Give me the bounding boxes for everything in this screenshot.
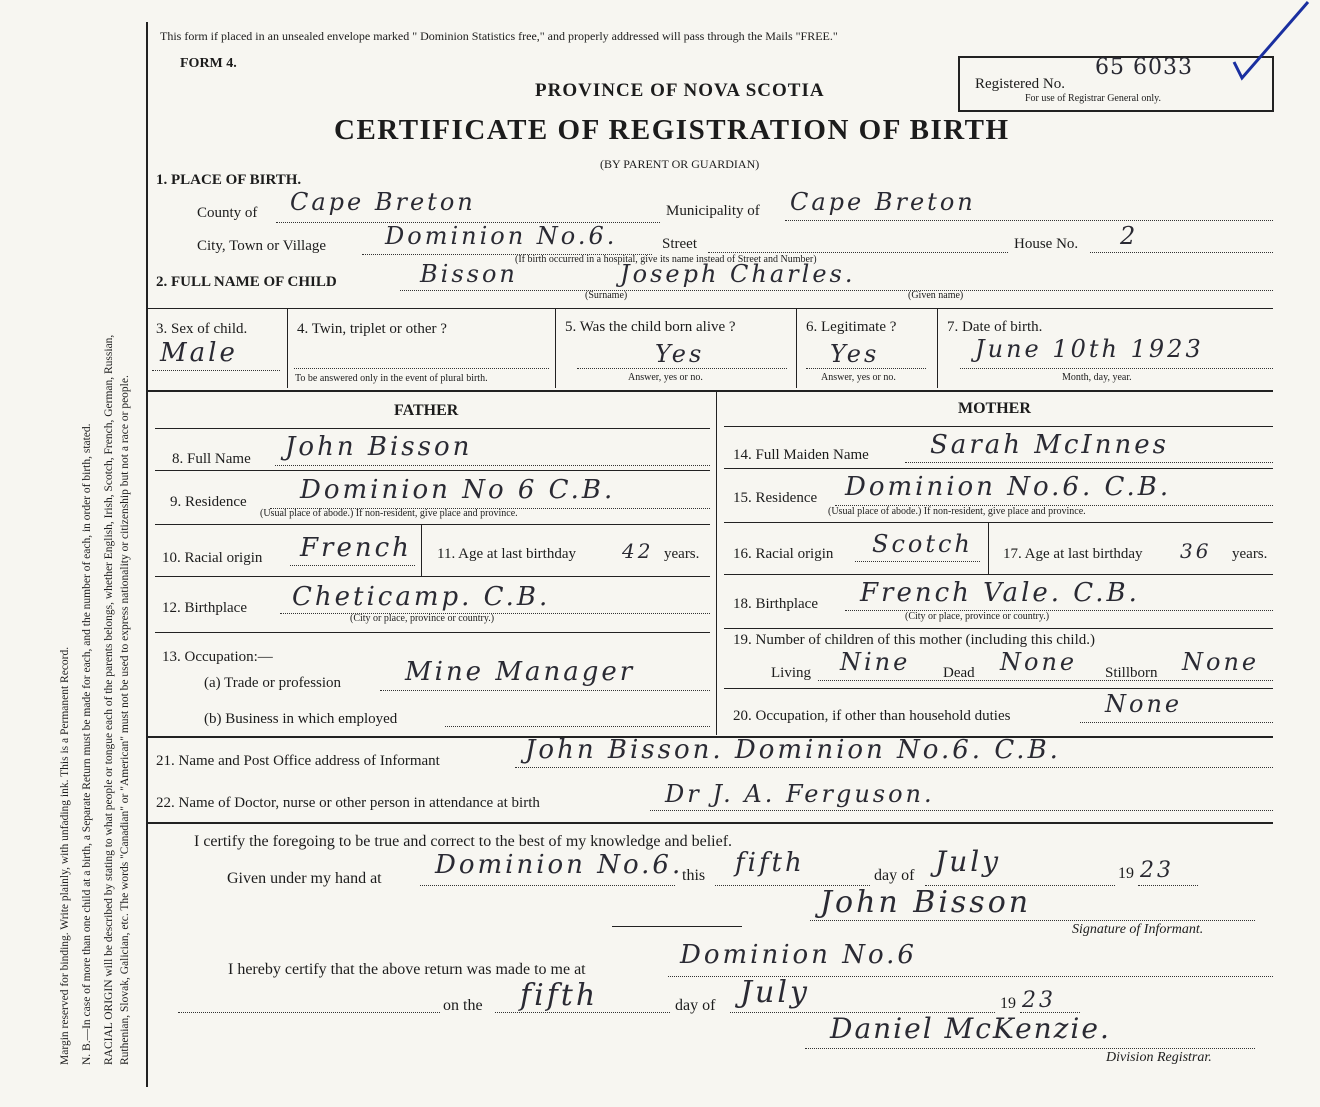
mother-race-label: 16. Racial origin — [733, 546, 834, 562]
mother-age-years: years. — [1232, 546, 1268, 562]
father-age-value[interactable]: 42 — [622, 539, 654, 563]
province-heading: PROVINCE OF NOVA SCOTIA — [535, 80, 825, 101]
father-birthplace-value[interactable]: Cheticamp. C.B. — [292, 582, 551, 612]
father-heading: FATHER — [394, 402, 459, 419]
legitimate-note: Answer, yes or no. — [821, 372, 896, 383]
father-name-value[interactable]: John Bisson — [285, 432, 473, 462]
division-registrar-label: Division Registrar. — [1106, 1050, 1212, 1065]
twin-note: To be answered only in the event of plural birth. — [295, 373, 488, 384]
place-of-birth-heading: 1. PLACE OF BIRTH. — [156, 172, 302, 188]
city-value[interactable]: Dominion No.6. — [385, 222, 618, 250]
house-label: House No. — [1014, 236, 1079, 252]
day-of-label: day of — [874, 867, 915, 884]
mother-birthplace-label: 18. Birthplace — [733, 596, 818, 612]
father-birthplace-note: (City or place, province or country.) — [350, 613, 495, 624]
mother-residence-label: 15. Residence — [733, 490, 818, 506]
registered-number: 65 6033 — [1095, 55, 1193, 80]
doctor-label: 22. Name of Doctor, nurse or other person in attendance at birth — [156, 795, 540, 811]
doctor-value[interactable]: Dr J. A. Ferguson. — [665, 780, 935, 808]
registrar-month-value[interactable]: July — [740, 975, 810, 1010]
mother-occupation-label: 20. Occupation, if other than household duties — [733, 708, 1011, 724]
mother-heading: MOTHER — [958, 400, 1031, 417]
house-value[interactable]: 2 — [1120, 222, 1139, 250]
county-value[interactable]: Cape Breton — [290, 188, 476, 216]
father-race-value[interactable]: French — [300, 533, 412, 563]
surname-note: (Surname) — [585, 290, 628, 301]
twin-label: 4. Twin, triplet or other ? — [297, 321, 447, 337]
mother-age-label: 17. Age at last birthday — [1003, 546, 1143, 562]
mail-notice: This form if placed in an unsealed envelope marked " Dominion Statistics free," and properly addressed will pass through the Mails "FREE." — [160, 29, 838, 43]
stillborn-value[interactable]: None — [1182, 648, 1260, 676]
city-label: City, Town or Village — [197, 238, 327, 254]
mother-race-value[interactable]: Scotch — [872, 530, 973, 558]
street-label: Street — [662, 236, 697, 252]
trade-label: (a) Trade or profession — [204, 675, 342, 691]
father-birthplace-label: 12. Birthplace — [162, 600, 247, 616]
informant-value[interactable]: John Bisson. Dominion No.6. C.B. — [525, 735, 1061, 765]
checkmark-icon — [1232, 0, 1312, 82]
registered-note: For use of Registrar General only. — [1025, 93, 1161, 104]
dob-note: Month, day, year. — [1062, 372, 1132, 383]
municipality-label: Municipality of — [666, 203, 760, 219]
child-given-name[interactable]: Joseph Charles. — [620, 260, 856, 288]
father-residence-value[interactable]: Dominion No 6 C.B. — [300, 475, 616, 505]
certify-statement: I certify the foregoing to be true and correct to the best of my knowledge and belief. — [194, 833, 733, 850]
mother-residence-note: (Usual place of abode.) If non-resident, give place and province. — [828, 506, 1086, 517]
given-day-value[interactable]: fifth — [735, 848, 805, 878]
margin-note-multiple-birth: N. B.—In case of more than one child at a birth, a Separate Return must be made for each, and the number of each, in order of birth, stated. — [81, 423, 93, 1065]
sex-label: 3. Sex of child. — [156, 321, 248, 337]
registrar-place-value[interactable]: Dominion No.6 — [680, 940, 917, 970]
father-residence-label: 9. Residence — [170, 494, 247, 510]
living-label: Living — [771, 665, 811, 681]
mother-occupation-value[interactable]: None — [1105, 690, 1183, 718]
certificate-title: CERTIFICATE OF REGISTRATION OF BIRTH — [334, 114, 1010, 146]
legitimate-label: 6. Legitimate ? — [806, 319, 897, 335]
children-count-label: 19. Number of children of this mother (including this child.) — [733, 632, 1096, 648]
child-surname[interactable]: Bisson — [420, 260, 518, 288]
father-residence-note: (Usual place of abode.) If non-resident, give place and province. — [260, 508, 518, 519]
child-name-label: 2. FULL NAME OF CHILD — [156, 274, 337, 290]
dob-value[interactable]: June 10th 1923 — [975, 335, 1204, 363]
registrar-day-value[interactable]: fifth — [520, 978, 599, 1013]
born-alive-value[interactable]: Yes — [655, 340, 705, 368]
father-name-label: 8. Full Name — [172, 451, 251, 467]
father-occupation-label: 13. Occupation:— — [162, 649, 273, 665]
margin-note-racial-origin: RACIAL ORIGIN will be described by stating to what people or tongue each of the parents belongs, whether English, Irish, Scotch, French, German, Russian, — [103, 334, 115, 1065]
given-place-value[interactable]: Dominion No.6. — [435, 850, 684, 880]
certificate-subtitle: (BY PARENT OR GUARDIAN) — [600, 157, 760, 171]
given-year-value[interactable]: 23 — [1140, 858, 1174, 883]
sex-value[interactable]: Male — [160, 338, 238, 368]
county-label: County of — [197, 205, 258, 221]
mother-name-value[interactable]: Sarah McInnes — [930, 430, 1169, 460]
mother-age-value[interactable]: 36 — [1180, 539, 1212, 563]
municipality-value[interactable]: Cape Breton — [790, 188, 976, 216]
margin-note-binding: Margin reserved for binding. Write plainly, with unfading ink. This is a Permanent Record. — [59, 646, 71, 1065]
informant-label: 21. Name and Post Office address of Informant — [156, 753, 440, 769]
year-prefix: 19 — [1118, 865, 1134, 882]
mother-name-label: 14. Full Maiden Name — [733, 447, 869, 463]
given-name-note: (Given name) — [908, 290, 964, 301]
on-the-label: on the — [443, 997, 483, 1014]
registrar-statement: I hereby certify that the above return was made to me at — [228, 961, 586, 978]
born-alive-label: 5. Was the child born alive ? — [565, 319, 736, 335]
father-age-label: 11. Age at last birthday — [437, 546, 576, 562]
registrar-day-of-label: day of — [675, 997, 716, 1014]
given-month-value[interactable]: July — [935, 845, 1002, 878]
stillborn-label: Stillborn — [1105, 665, 1158, 681]
informant-signature-label: Signature of Informant. — [1072, 922, 1204, 937]
father-age-years: years. — [664, 546, 700, 562]
born-alive-note: Answer, yes or no. — [628, 372, 703, 383]
registrar-signature: Daniel McKenzie. — [830, 1012, 1111, 1045]
margin-note-racial-origin-cont: Ruthenian, Slovak, Galician, etc. The words "Canadian" or "American" must not be used to express nationality or citizenship but not a race or people. — [119, 375, 131, 1065]
registrar-year-value[interactable]: 23 — [1022, 988, 1056, 1013]
dead-value[interactable]: None — [1000, 648, 1078, 676]
father-race-label: 10. Racial origin — [162, 550, 263, 566]
mother-birthplace-value[interactable]: French Vale. C.B. — [860, 578, 1140, 608]
left-border — [146, 22, 148, 1087]
mother-birthplace-note: (City or place, province or country.) — [905, 611, 1050, 622]
informant-signature: John Bisson — [820, 885, 1032, 920]
form-number: FORM 4. — [180, 56, 237, 71]
dob-label: 7. Date of birth. — [947, 319, 1043, 335]
trade-value[interactable]: Mine Manager — [405, 657, 636, 687]
legitimate-value[interactable]: Yes — [830, 340, 880, 368]
given-under-hand-label: Given under my hand at — [227, 870, 382, 887]
this-label: this — [682, 867, 706, 884]
registered-label: Registered No. — [975, 76, 1065, 92]
living-value[interactable]: Nine — [840, 648, 911, 676]
registrar-year-prefix: 19 — [1000, 995, 1016, 1012]
mother-residence-value[interactable]: Dominion No.6. C.B. — [845, 472, 1172, 502]
street-note: (If birth occurred in a hospital, give its name instead of Street and Number) — [515, 254, 817, 265]
dead-label: Dead — [943, 665, 975, 681]
business-label: (b) Business in which employed — [204, 711, 398, 727]
